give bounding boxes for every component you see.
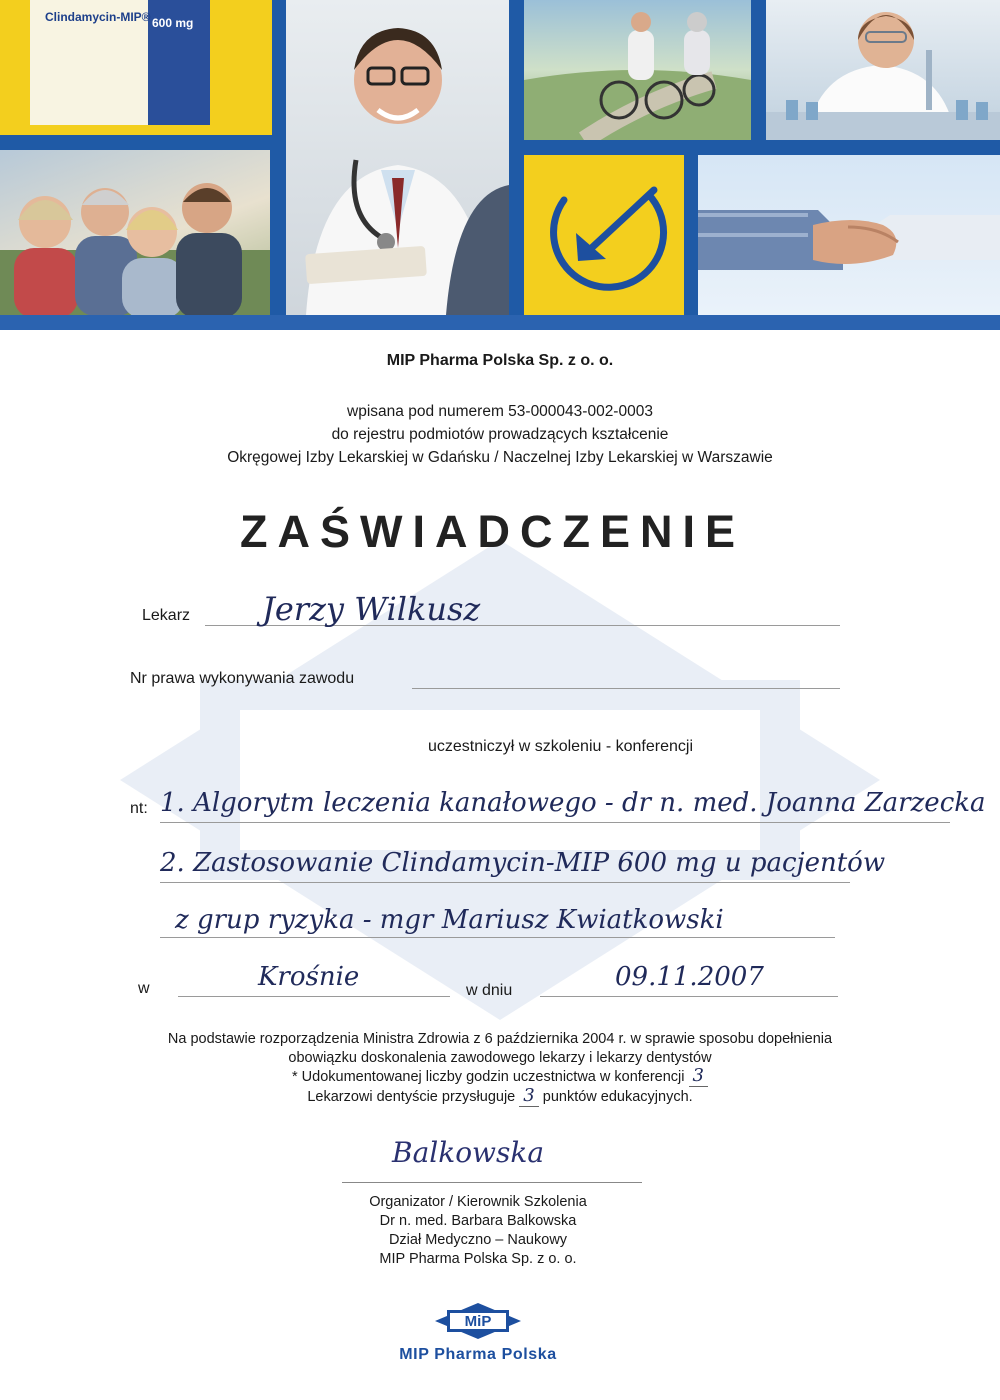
- points-prefix: Lekarzowi dentyście przysługuje: [307, 1088, 516, 1105]
- topic-line-2: 2. Zastosowanie Clindamycin-MIP 600 mg u pacjentów: [160, 848, 886, 878]
- doctor-photo: [286, 0, 509, 315]
- participation-label: uczestniczył w szkoleniu - konferencji: [428, 738, 693, 755]
- legal-basis: [0, 1030, 1000, 1106]
- organizer-signature: Balkowska: [392, 1136, 545, 1169]
- logo-company-name: MIP Pharma Polska: [399, 1346, 557, 1363]
- organizer-company: MIP Pharma Polska Sp. z o. o.: [379, 1251, 577, 1267]
- hours-value: 3: [689, 1065, 708, 1087]
- handshake-photo: [698, 155, 1000, 315]
- hours-text: * Udokumentowanej liczby godzin uczestnictwa w konferencji: [292, 1069, 685, 1085]
- header-photo-collage: [0, 0, 1000, 330]
- product-dose-label: 600 mg: [152, 16, 194, 30]
- date-label: w dniu: [466, 982, 513, 999]
- place-label: w: [138, 980, 150, 997]
- mip-logo-icon: [435, 1303, 521, 1339]
- product-box-photo: [0, 0, 272, 135]
- certificate-title: ZAŚWIADCZENIE: [240, 506, 745, 557]
- legal-line-2: obowiązku doskonalenia zawodowego lekarzy i lekarzy dentystów: [288, 1049, 712, 1066]
- date-value: 09.11.2007: [615, 962, 764, 992]
- topic-label: nt:: [130, 800, 148, 817]
- points-value: 3: [519, 1085, 538, 1107]
- legal-line-1: Na podstawie rozporządzenia Ministra Zdrowia z 6 października 2004 r. w sprawie sposobu dopełnienia: [167, 1031, 833, 1047]
- product-brand-label: Clindamycin-MIP®: [45, 10, 151, 24]
- registry-number-line: wpisana pod numerem 53-000043-002-0003: [347, 403, 653, 420]
- place-value: Krośnie: [258, 962, 360, 992]
- points-line: [0, 1084, 1000, 1107]
- organizer-role: Organizator / Kierownik Szkolenia: [369, 1194, 587, 1210]
- cyclists-photo: [524, 0, 751, 140]
- company-name: MIP Pharma Polska Sp. z o. o.: [386, 352, 614, 369]
- logo-mark-text: MiP: [464, 1313, 492, 1330]
- family-photo: [0, 150, 270, 315]
- arrow-logo-tile: [524, 155, 684, 315]
- hours-line: [0, 1067, 1000, 1087]
- registry-chamber-line: Okręgowej Izby Lekarskiej w Gdańsku / Naczelnej Izby Lekarskiej w Warszawie: [227, 449, 773, 466]
- topic-line-1: 1. Algorytm leczenia kanałowego - dr n. med. Joanna Zarzecka: [160, 788, 986, 818]
- doctor-label: Lekarz: [142, 607, 191, 624]
- organizer-block: [0, 1193, 956, 1269]
- points-suffix: punktów edukacyjnych.: [542, 1088, 693, 1105]
- lab-technician-photo: [766, 0, 1000, 140]
- license-label: Nr prawa wykonywania zawodu: [130, 670, 355, 687]
- topic-line-3: z grup ryzyka - mgr Mariusz Kwiatkowski: [175, 905, 724, 935]
- organizer-name: Dr n. med. Barbara Balkowska: [379, 1213, 577, 1229]
- organizer-department: Dział Medyczno – Naukowy: [388, 1232, 568, 1248]
- registry-description-line: do rejestru podmiotów prowadzących kształcenie: [331, 426, 669, 443]
- doctor-name: Jerzy Wilkusz: [262, 590, 481, 628]
- license-field: [412, 688, 840, 689]
- mip-watermark: [120, 540, 880, 1020]
- registry-info: [0, 400, 1000, 469]
